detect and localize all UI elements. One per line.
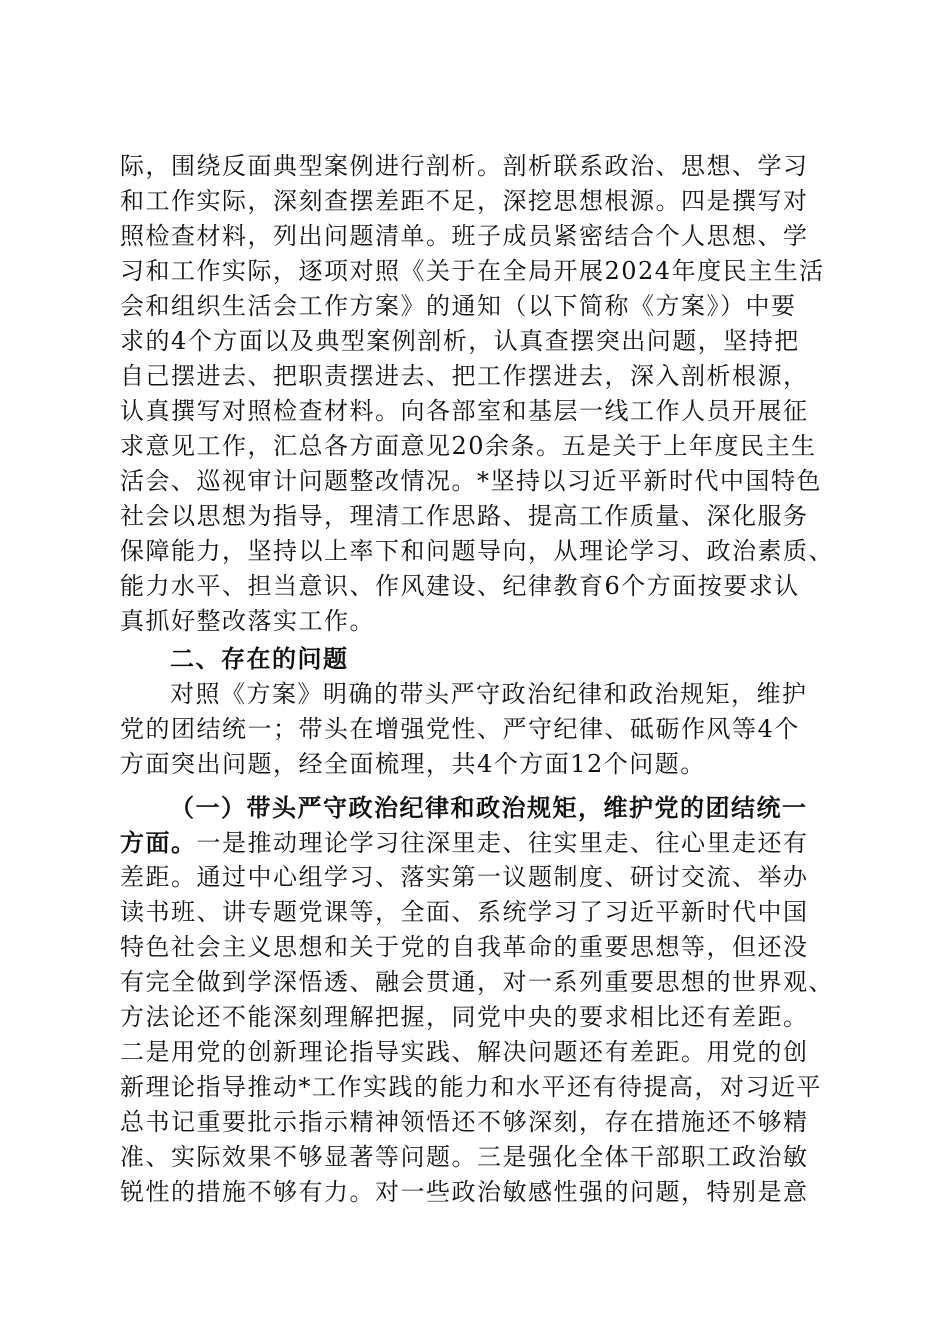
text-line: 差距。通过中心组学习、落实第一议题制度、研讨交流、举办 — [120, 863, 809, 891]
paragraph-progress — [120, 149, 834, 639]
text-line: 社会以思想为指导，理清工作思路、提高工作质量、深化服务 — [120, 502, 809, 530]
text-line: 习和工作实际，逐项对照《关于在全局开展2024年度民主生活 — [120, 257, 825, 285]
text-line: 党的团结统一；带头在增强党性、严守纪律、砥砺作风等4个 — [120, 715, 800, 743]
text-line: 会和组织生活会工作方案》的通知（以下简称《方案》）中要 — [120, 292, 797, 320]
text-line: 认真撰写对照检查材料。向各部室和基层一线工作人员开展征 — [120, 397, 809, 425]
text-line: 际，围绕反面典型案例进行剖析。剖析联系政治、思想、学习 — [120, 152, 809, 180]
text-line: 和工作实际，深刻查摆差距不足，深挖思想根源。四是撰写对 — [120, 187, 809, 215]
text-line: 特色社会主义思想和关于党的自我革命的重要思想等，但还没 — [120, 933, 809, 961]
text-line: 二是用党的创新理论指导实践、解决问题还有差距。用党的创 — [120, 1038, 809, 1066]
text-line: 方面突出问题，经全面梳理，共4个方面12个问题。 — [120, 750, 706, 778]
text-line: 求意见工作，汇总各方面意见20余条。五是关于上年度民主生 — [120, 432, 817, 460]
text-line: 锐性的措施不够有力。对一些政治敏感性强的问题，特别是意 — [120, 1178, 809, 1206]
text-line: 照检查材料，列出问题清单。班子成员紧密结合个人思想、学 — [120, 222, 809, 250]
text-line: 对照《方案》明确的带头严守政治纪律和政治规矩，维护 — [170, 680, 808, 708]
section-heading: 二、存在的问题 — [170, 645, 349, 673]
text-run: 一是推动理论学习往深里走、往实里走、往心里走还有 — [196, 829, 809, 857]
text-line: 准、实际效果不够显著等问题。三是强化全体干部职工政治敏 — [120, 1143, 809, 1171]
text-line: 自己摆进去、把职责摆进去、把工作摆进去，深入剖析根源， — [120, 362, 809, 390]
paragraph-problems-intro — [120, 677, 830, 782]
document-body — [120, 149, 834, 1210]
text-line: 新理论指导推动*工作实践的能力和水平还有待提高，对习近平 — [120, 1073, 822, 1101]
text-line: 求的4个方面以及典型案例剖析，认真查摆突出问题，坚持把 — [120, 327, 800, 355]
text-line: 能力水平、担当意识、作风建设、纪律教育6个方面按要求认 — [120, 572, 800, 600]
text-line: 活会、巡视审计问题整改情况。*坚持以习近平新时代中国特色 — [120, 467, 822, 495]
text-line — [120, 825, 830, 860]
paragraph-section-one — [120, 790, 834, 1210]
text-line: 有完全做到学深悟透、融会贯通，对一系列重要思想的世界观、 — [120, 968, 834, 996]
text-line: 读书班、讲专题党课等，全面、系统学习了习近平新时代中国 — [120, 898, 809, 926]
subsection-heading: （一）带头严守政治纪律和政治规矩，维护党的团结统一 — [170, 793, 808, 822]
text-line: 方法论还不能深刻理解把握，同党中央的要求相比还有差距。 — [120, 1003, 809, 1031]
subsection-heading-end: 方面。 — [120, 828, 197, 857]
text-line: 保障能力，坚持以上率下和问题导向，从理论学习、政治素质、 — [120, 537, 834, 565]
text-line: 真抓好整改落实工作。 — [120, 607, 375, 635]
text-line: 总书记重要批示指示精神领悟还不够深刻，存在措施还不够精 — [120, 1108, 809, 1136]
